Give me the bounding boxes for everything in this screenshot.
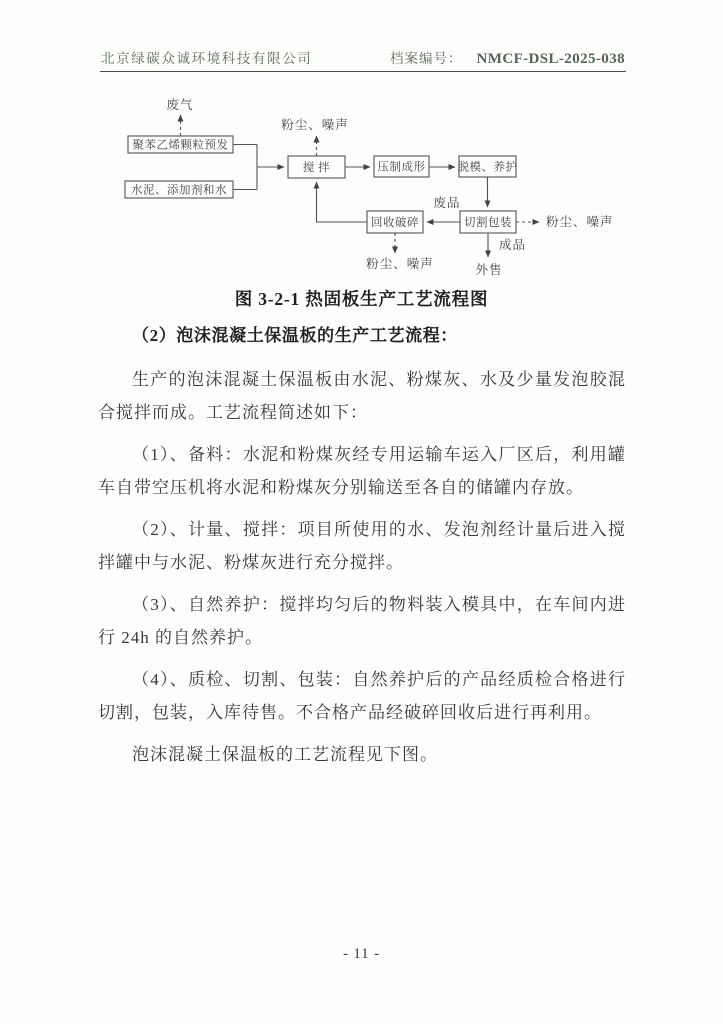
label-waste-product: 废品 [433,196,461,210]
paragraph: 生产的泡沫混凝土保温板由水泥、粉煤灰、水及少量发泡胶混合搅拌而成。工艺流程简述如下： [98,370,626,422]
label-finished-product: 成品 [499,238,527,252]
node-press-forming: 压制成形 [377,161,426,174]
node-recycle-crushing: 回收破碎 [371,217,419,229]
paragraph: （2）、计量、搅拌：项目所使用的水、发泡剂经计量后进入搅拌罐中与水泥、粉煤灰进行充分搅拌。 [98,520,626,572]
body-content [98,319,626,780]
node-demold-curing: 脱模、养护 [457,161,518,174]
archive-field [390,47,625,68]
node-mixing: 搅 拌 [302,162,331,174]
company-name: 北京绿碳众诚环境科技有限公司 [101,51,313,66]
paragraph: （4）、质检、切割、包装：自然养护后的产品经质检合格进行切割，包装，入库待售。不合格产品经破碎回收后进行再利用。 [98,670,626,722]
process-flowchart [95,85,635,285]
node-pre-expand: 聚苯乙烯颗粒预发 [132,139,229,152]
header-rule [100,71,626,72]
label-external-sale: 外售 [475,263,503,277]
label-dust-noise-mixing: 粉尘、噪声 [281,118,349,132]
node-cement-water: 水泥、添加剂和水 [131,184,227,197]
label-dust-noise-recycle: 粉尘、噪声 [366,257,434,271]
page-number: - 11 - [343,946,380,962]
label-waste-gas: 废气 [166,98,194,112]
archive-number: NMCF-DSL-2025-038 [476,51,625,67]
archive-label: 档案编号： [390,51,463,66]
node-cutting-packing: 切割包装 [464,217,512,229]
paragraph: 泡沫混凝土保温板的工艺流程见下图。 [132,745,438,764]
page-header [101,47,625,68]
paragraph: （3）、自然养护：搅拌均匀后的物料装入模具中，在车间内进行 24h 的自然养护。 [98,595,626,647]
figure-caption: 图 3-2-1 热固板生产工艺流程图 [234,289,489,309]
paragraph: （1）、备料：水泥和粉煤灰经专用运输车运入厂区后，利用罐车自带空压机将水泥和粉煤灰分别输送至各自的储罐内存放。 [98,445,626,497]
label-dust-noise-cutting: 粉尘、噪声 [546,215,614,229]
section-heading: （2）泡沫混凝土保温板的生产工艺流程： [132,326,458,345]
